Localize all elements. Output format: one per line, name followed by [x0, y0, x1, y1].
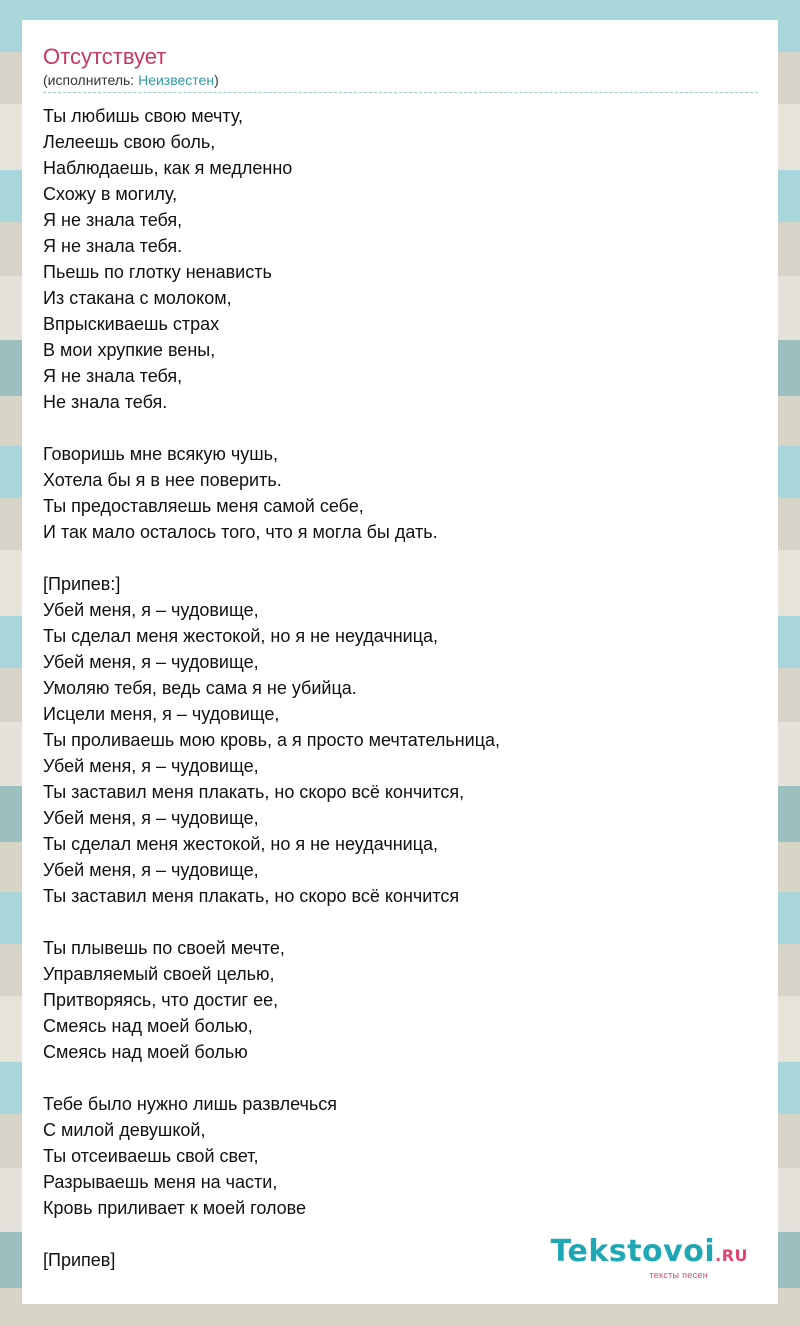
- lyric-line: Наблюдаешь, как я медленно: [43, 158, 293, 178]
- lyric-line: Из стакана с молоком,: [43, 288, 232, 308]
- lyric-line: Я не знала тебя.: [43, 236, 183, 256]
- logo-wordmark: Tekstovoi: [550, 1234, 716, 1269]
- lyric-line: Я не знала тебя,: [43, 210, 183, 230]
- lyric-line: Разрываешь меня на части,: [43, 1172, 278, 1192]
- lyric-line: Ты сделал меня жестокой, но я не неудачница,: [43, 834, 439, 854]
- lyric-line: [Припев]: [43, 1250, 116, 1270]
- lyric-line: Убей меня, я – чудовище,: [43, 808, 259, 828]
- lyric-line: Кровь приливает к моей голове: [43, 1198, 307, 1218]
- lyric-line: Ты заставил меня плакать, но скоро всё кончится: [43, 886, 460, 906]
- lyric-line: Управляемый своей целью,: [43, 964, 275, 984]
- lyric-line: Ты отсеиваешь свой свет,: [43, 1146, 259, 1166]
- lyric-line: Хотела бы я в нее поверить.: [43, 470, 282, 490]
- song-title: Отсутствует: [43, 44, 167, 69]
- lyric-line: Умоляю тебя, ведь сама я не убийца.: [43, 678, 357, 698]
- lyric-line: Убей меня, я – чудовище,: [43, 652, 259, 672]
- lyric-line: Тебе было нужно лишь развлечься: [43, 1094, 338, 1114]
- lyric-line: Убей меня, я – чудовище,: [43, 860, 259, 880]
- lyric-line: Лелеешь свою боль,: [43, 132, 216, 152]
- lyric-line: Ты заставил меня плакать, но скоро всё кончится,: [43, 782, 465, 802]
- artist-prefix: (исполнитель:: [43, 72, 139, 88]
- lyric-line: Не знала тебя.: [43, 392, 168, 412]
- lyric-line: Смеясь над моей болью: [43, 1042, 248, 1062]
- lyric-line: Убей меня, я – чудовище,: [43, 600, 259, 620]
- lyrics-card: [22, 20, 778, 1304]
- lyric-line: Ты проливаешь мою кровь, а я просто мечтательница,: [43, 730, 501, 750]
- logo-tld: .RU: [715, 1246, 748, 1265]
- lyric-line: Ты сделал меня жестокой, но я не неудачница,: [43, 626, 439, 646]
- logo-tagline: тексты песен: [649, 1270, 708, 1280]
- lyric-line: Смеясь над моей болью,: [43, 1016, 253, 1036]
- site-logo[interactable]: [550, 1234, 748, 1280]
- lyric-line: [Припев:]: [43, 574, 121, 594]
- lyric-line: Исцели меня, я – чудовище,: [43, 704, 280, 724]
- artist-link[interactable]: Неизвестен: [138, 72, 215, 88]
- stanza-gap: [43, 909, 758, 935]
- lyric-line: Притворяясь, что достиг ее,: [43, 990, 279, 1010]
- lyric-line: Пьешь по глотку ненависть: [43, 262, 272, 282]
- stanza-gap: [43, 545, 758, 571]
- lyric-line: И так мало осталось того, что я могла бы дать.: [43, 522, 438, 542]
- lyric-line: С милой девушкой,: [43, 1120, 206, 1140]
- lyric-line: Ты предоставляешь меня самой себе,: [43, 496, 364, 516]
- artist-suffix: ): [214, 72, 219, 88]
- lyric-line: В мои хрупкие вены,: [43, 340, 216, 360]
- lyric-line: Впрыскиваешь страх: [43, 314, 220, 334]
- stanza-gap: [43, 1065, 758, 1091]
- stanza-gap: [43, 415, 758, 441]
- lyric-line: Я не знала тебя,: [43, 366, 183, 386]
- lyric-line: Ты любишь свою мечту,: [43, 106, 244, 126]
- lyric-line: Ты плывешь по своей мечте,: [43, 938, 285, 958]
- lyric-line: Говоришь мне всякую чушь,: [43, 444, 279, 464]
- lyrics-text: [43, 103, 758, 1273]
- artist-line: [43, 71, 758, 93]
- lyric-line: Убей меня, я – чудовище,: [43, 756, 259, 776]
- lyric-line: Схожу в могилу,: [43, 184, 178, 204]
